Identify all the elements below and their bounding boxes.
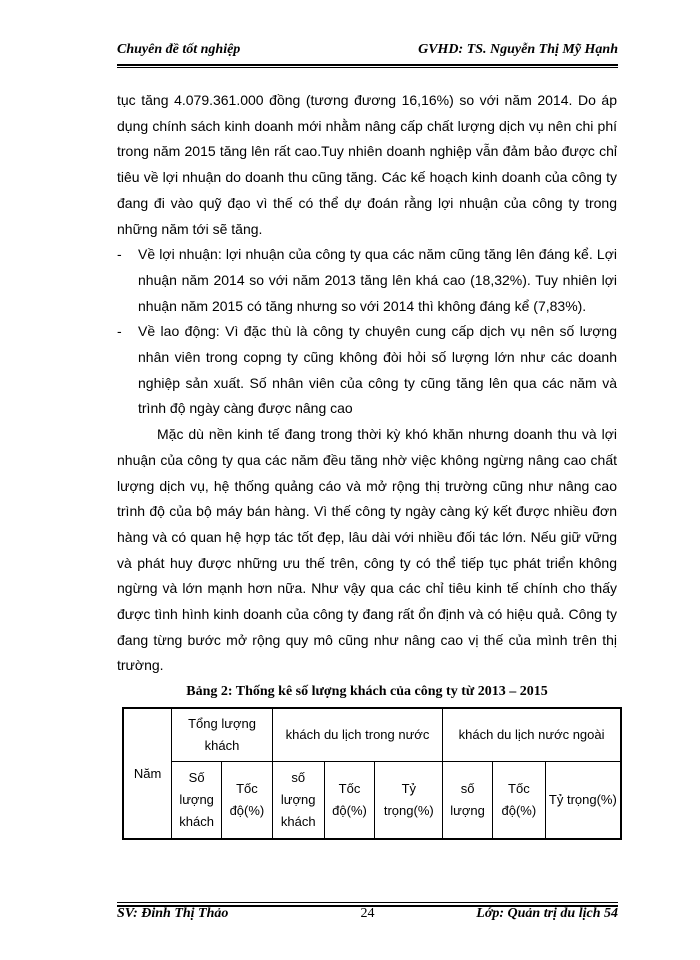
paragraph-expenses: tục tăng 4.079.361.000 đồng (tương đương 16,16%) so với năm 2014. Do áp dụng chính sách kinh doanh mới nhằm nâng cấp chất lượng dịch vụ nên chi phí trong năm 2015 tăng lên rất cao.Tuy nhiên doanh nghiệp vẫn đảm bảo được chỉ tiêu về lợi nhuận do doanh thu cũng tăng. Các kế hoạch kinh doanh của công ty đang đi vào quỹ đạo vì thế có thể dự đoán rằng lợi nhuận của công ty trong những năm tới sẽ tăng. [117,92,617,237]
header-foreign-rate: Tốc độ(%) [492,762,545,840]
page-number: 24 [360,906,375,921]
header-rule [117,64,618,66]
document-body [117,88,617,679]
footer-student: SV: Đinh Thị Thảo [117,906,229,921]
bullet-labor [117,319,617,422]
header-total-quantity: Số lượng khách [172,762,222,840]
header-supervisor: GVHD: TS. Nguyễn Thị Mỹ Hạnh [418,42,618,57]
bullet-profit [117,242,617,319]
header-domestic-rate: Tốc độ(%) [324,762,375,840]
header-domestic-quantity: số lượng khách [272,762,324,840]
table-caption: Bảng 2: Thống kê số lượng khách của công ty từ 2013 – 2015 [186,684,548,699]
header-rule-thin [117,67,618,68]
header-foreign-guests: khách du lịch nước ngoài [443,708,621,762]
bullet-mark: - [117,323,122,340]
paragraph-conclusion: Mặc dù nền kinh tế đang trong thời kỳ khó khăn nhưng doanh thu và lợi nhuận của công ty qua các năm đều tăng nhờ việc không ngừng nâng cao chất lượng dịch vụ, hệ thống quảng cáo và mở rộng thị trường cũng như nâng cao trình độ của bộ máy bán hàng. Vì thế công ty ngày càng ký kết được nhiều đơn hàng và có quan hệ hợp tác tốt đẹp, lâu dài với nhiều đối tác lớn. Nếu giữ vững và phát huy được những ưu thế trên, công ty có thể tiếp tục phát triển không ngừng và lớn mạnh hơn nữa. Như vậy qua các chỉ tiêu kinh tế chính cho thấy được tình hình kinh doanh của công ty đang rất ổn định và có hiệu quả. Công ty đang từng bước mở rộng quy mô cũng như nâng cao vị thế của mình trên thị trường. [117,426,617,674]
header-year: Năm [123,708,172,839]
header-foreign-quantity: số lượng [443,762,493,840]
bullet-mark: - [117,246,122,263]
page-header [117,42,618,64]
bullet-profit-text: Về lợi nhuận: lợi nhuận của công ty qua các năm cũng tăng lên đáng kể. Lợi nhuận năm 2014 so với năm 2013 tăng lên khá cao (18,32%). Tuy nhiên lợi nhuận năm 2015 có tăng nhưng so với 2014 thì không đáng kể (7,83%). [138,246,617,314]
header-topic: Chuyên đề tốt nghiệp [117,42,241,57]
header-domestic-guests: khách du lịch trong nước [272,708,442,762]
bullet-labor-text: Về lao động: Vì đặc thù là công ty chuyên cung cấp dịch vụ nên số lượng nhân viên trong copng ty cũng không đòi hỏi số lượng lớn như các doanh nghiệp sản xuất. Số nhân viên của công ty cũng tăng lên qua các năm và trình độ ngày càng được nâng cao [138,323,617,417]
header-total-rate: Tốc độ(%) [222,762,273,840]
header-domestic-share: Tỷ trọng(%) [375,762,443,840]
footer-rule-thin [117,902,618,903]
guest-statistics-table [122,707,622,840]
header-total-guests: Tổng lượng khách [172,708,273,762]
footer-class: Lớp: Quản trị du lịch 54 [476,906,618,921]
page-footer [117,906,618,926]
header-foreign-share: Tỷ trọng(%) [545,762,621,840]
